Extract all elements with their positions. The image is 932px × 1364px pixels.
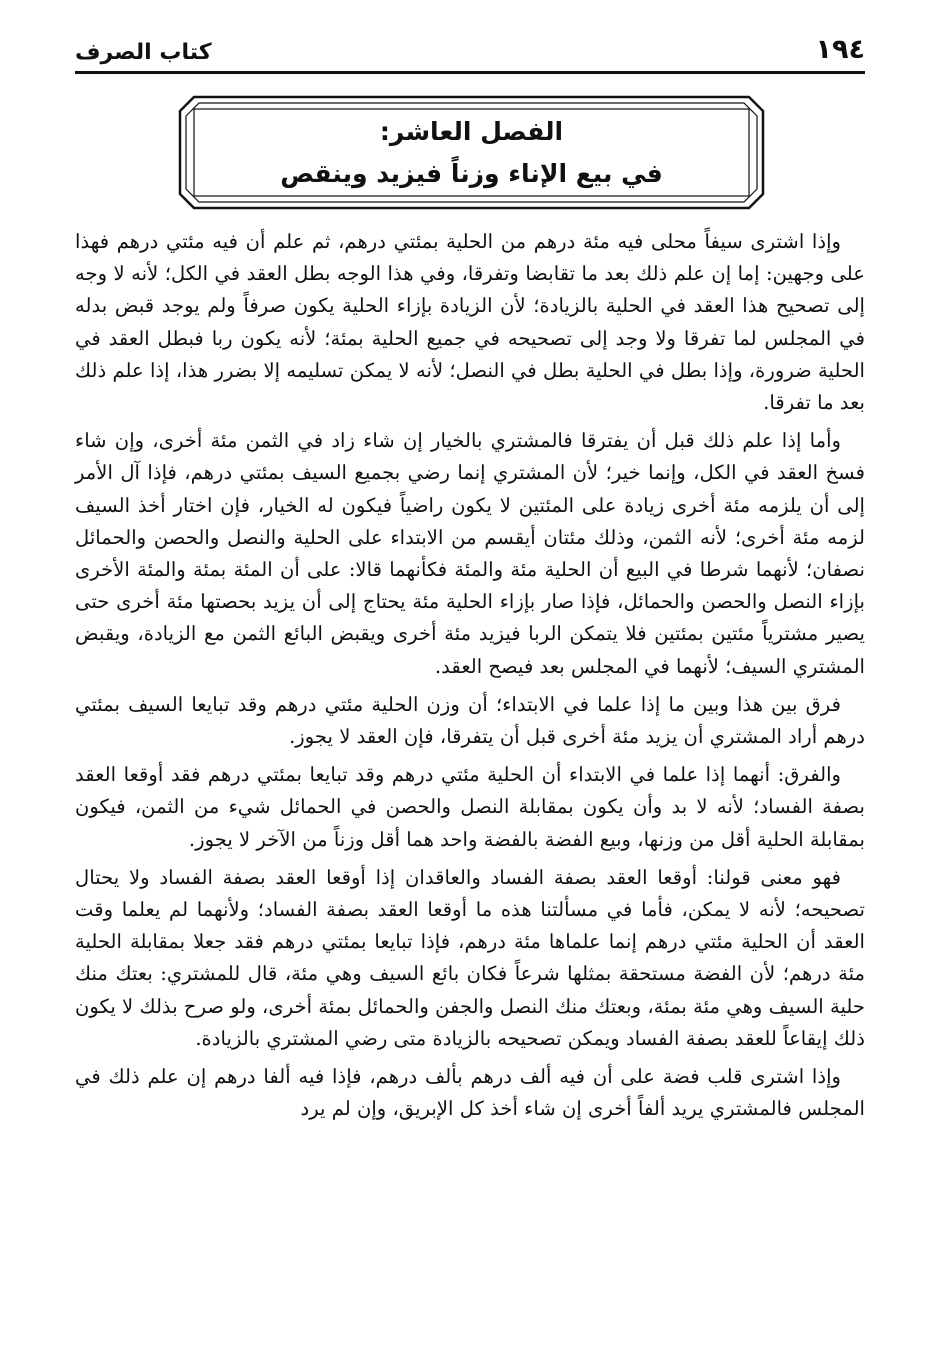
chapter-title-frame <box>178 95 765 210</box>
running-header <box>75 30 865 74</box>
paragraph: والفرق: أنهما إذا علما في الابتداء أن الحلية مئتي درهم وقد تبايعا بمئتي درهم فقد أوقعا العقد بصفة الفساد؛ لأنه لا بد وأن يكون بمقابلة النصل والحصن في الحمائل شيء من الثمن، فيكون بمقابلة الحلية أقل من وزنها، وبيع الفضة بالفضة واحد هما أقل وزناً من الآخر لا يجوز. <box>75 763 865 851</box>
book-title: كتاب الصرف <box>75 40 212 65</box>
chapter-heading: الفصل العاشر: <box>379 116 564 146</box>
paragraph: وإذا اشترى قلب فضة على أن فيه ألف درهم بألف درهم، فإذا فيه ألفا درهم إن علم ذلك في المجلس فالمشتري يريد ألفاً أخرى إن شاء أخذ كل الإبريق، وإن لم يرد <box>75 1065 865 1121</box>
page-number: ١٩٤ <box>815 34 865 65</box>
paragraph: وإذا اشترى سيفاً محلى فيه مئة درهم من الحلية بمئتي درهم، ثم علم أن فيه مئتي درهم فهذا على وجهين: إما إن علم ذلك بعد ما تقابضا وتفرقا، وفي هذا الوجه بطل العقد في الكل؛ لأنه لا وجه إلى تصحيح هذا العقد في الحلية بالزيادة؛ لأن الزيادة بإزاء الحلية يكون صرفاً ولم يوجد قبض بدله في المجلس لما تفرقا ولا وجد إلى تصحيحه في جميع الحلية بمئة؛ لأنه يكون ربا فبطل العقد في الحلية ضرورة، وإذا بطل في الحلية بطل في النصل؛ لأنه لا يمكن تسليمه إلا بضرر هذا، إذا علم ذلك بعد ما تفرقا. <box>75 230 865 415</box>
paragraph: وأما إذا علم ذلك قبل أن يفترقا فالمشتري بالخيار إن شاء زاد في الثمن مئة أخرى، وإن شاء فسخ العقد في الكل، وإنما خير؛ لأن المشتري إنما رضي بجميع السيف بمئتي درهم، فإذا آل الأمر إلى أن يلزمه مئة أخرى زيادة على المئتين لا يكون راضياً فيكون له الخيار، فإن اختار أخذ السيف لزمه مئة أخرى؛ لأنه الثمن، وذلك مئتان أيقسم من الابتداء على الحلية والنصل والحصن والحمائل نصفان؛ لأنهما شرطا في البيع أن الحلية مئة والمئة فكأنهما قالا: على أن المئة بمئة والمئة الأخرى بإزاء النصل والحصن والحمائل، فإذا صار بإزاء الحلية مئة يحتاج إلى أن يزيد بحصتها مئة أخرى حتى يصير مشترياً مئتين بمئتين فلا يتمكن الربا فيزيد مئة أخرى ويقبض البائع الثمن مع الزيادة، ويقبض المشتري السيف؛ لأنهما في المجلس بعد فيصح العقد. <box>75 429 865 678</box>
chapter-subtitle: في بيع الإناء وزناً فيزيد وينقص <box>280 158 663 188</box>
body-text <box>75 226 865 1346</box>
paragraph: فرق بين هذا وبين ما إذا علما في الابتداء؛ أن وزن الحلية مئتي درهم وقد تبايعا السيف بمئتي درهم أراد المشتري أن يزيد مئة أخرى قبل أن يتفرقا، فإن العقد لا يجوز. <box>75 692 865 749</box>
paragraph: فهو معنى قولنا: أوقعا العقد بصفة الفساد والعاقدان إذا أوقعا العقد بصفة الفساد ولا يحتال تصحيحه؛ لأنه لا يمكن، فأما في مسألتنا هذه ما أوقعا العقد بصفة الفساد؛ ولأنهما لم يعلما وقت العقد أن الحلية مئتي درهم إنما علماها مئة درهم، فإذا تبايعا بمئتي درهم فقد جعلا بمقابلة الحلية مئة درهم؛ لأن الفضة مستحقة بمثلها شرعاً فكان بائع السيف وهي مئة، قال للمشتري: بعتك منك حلية السيف وهي مئة بمئة، وبعتك منك النصل والجفن والحمائل بمئة أخرى، ولو صرح بذلك لا يكون ذلك إيقاعاً للعقد بصفة الفساد ويمكن تصحيحه بالزيادة متى رضي المشتري بالزيادة. <box>75 865 865 1050</box>
